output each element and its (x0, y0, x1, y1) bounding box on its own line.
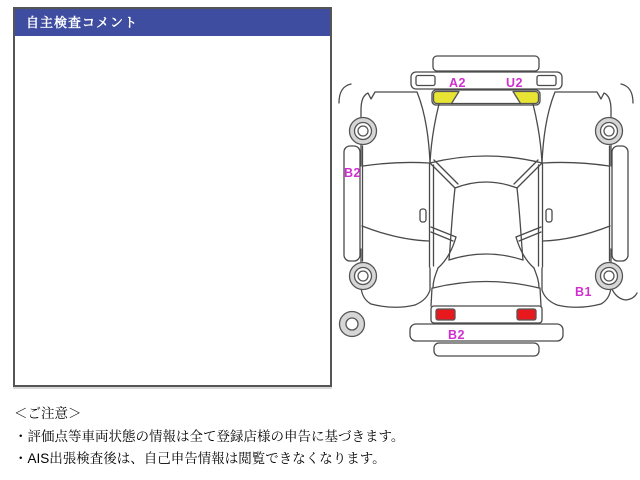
damage-label-a2: A2 (449, 76, 466, 90)
caution-line-2: ・AIS出張検査後は、自己申告情報は閲覧できなくなります。 (14, 451, 386, 466)
right-door (539, 162, 611, 267)
headlight-right (537, 76, 556, 86)
tail-light-right-red (517, 309, 536, 320)
trunk (431, 282, 541, 307)
wheel-front-right (596, 118, 623, 145)
rear-right-fender-edge (611, 287, 637, 300)
self-inspection-comment-panel (13, 7, 332, 387)
right-door-handle (546, 209, 552, 222)
headlight-left (416, 76, 435, 86)
caution-heading: ＜ご注意＞ (14, 406, 82, 421)
left-door-handle (420, 209, 426, 222)
caution-line-1: ・評価点等車両状態の情報は全て登録店様の申告に基づきます。 (14, 429, 405, 444)
wheel-rear-right (596, 263, 623, 290)
damage-label-u2: U2 (506, 76, 523, 90)
damage-label-b1-right: B1 (575, 285, 592, 299)
hood (430, 104, 542, 163)
rear-bumper-lower-strip (434, 343, 539, 356)
front-bumper-top-strip (433, 56, 539, 71)
right-sill-strip (612, 146, 628, 261)
front-bumper-corner-left (339, 84, 351, 103)
left-sill-strip (344, 146, 360, 261)
roof (449, 188, 523, 260)
car-expansion-diagram (336, 52, 640, 364)
car-damage-diagram (336, 52, 640, 364)
wheel-rear-left (350, 263, 377, 290)
wheel-front-left (350, 118, 377, 145)
rear-window (431, 227, 541, 288)
damage-label-b2-left: B2 (344, 166, 361, 180)
tail-light-left-red (436, 309, 455, 320)
damage-label-b2-rear: B2 (448, 328, 465, 342)
caution-notes (14, 403, 634, 470)
spare-tire (340, 312, 365, 337)
comment-text-area (15, 36, 330, 385)
rear-bumper-strip (410, 324, 563, 341)
left-door (362, 162, 434, 267)
panel-title: 自主検査コメント (15, 9, 330, 36)
front-bumper-corner-right (621, 84, 633, 103)
windshield (430, 156, 542, 188)
